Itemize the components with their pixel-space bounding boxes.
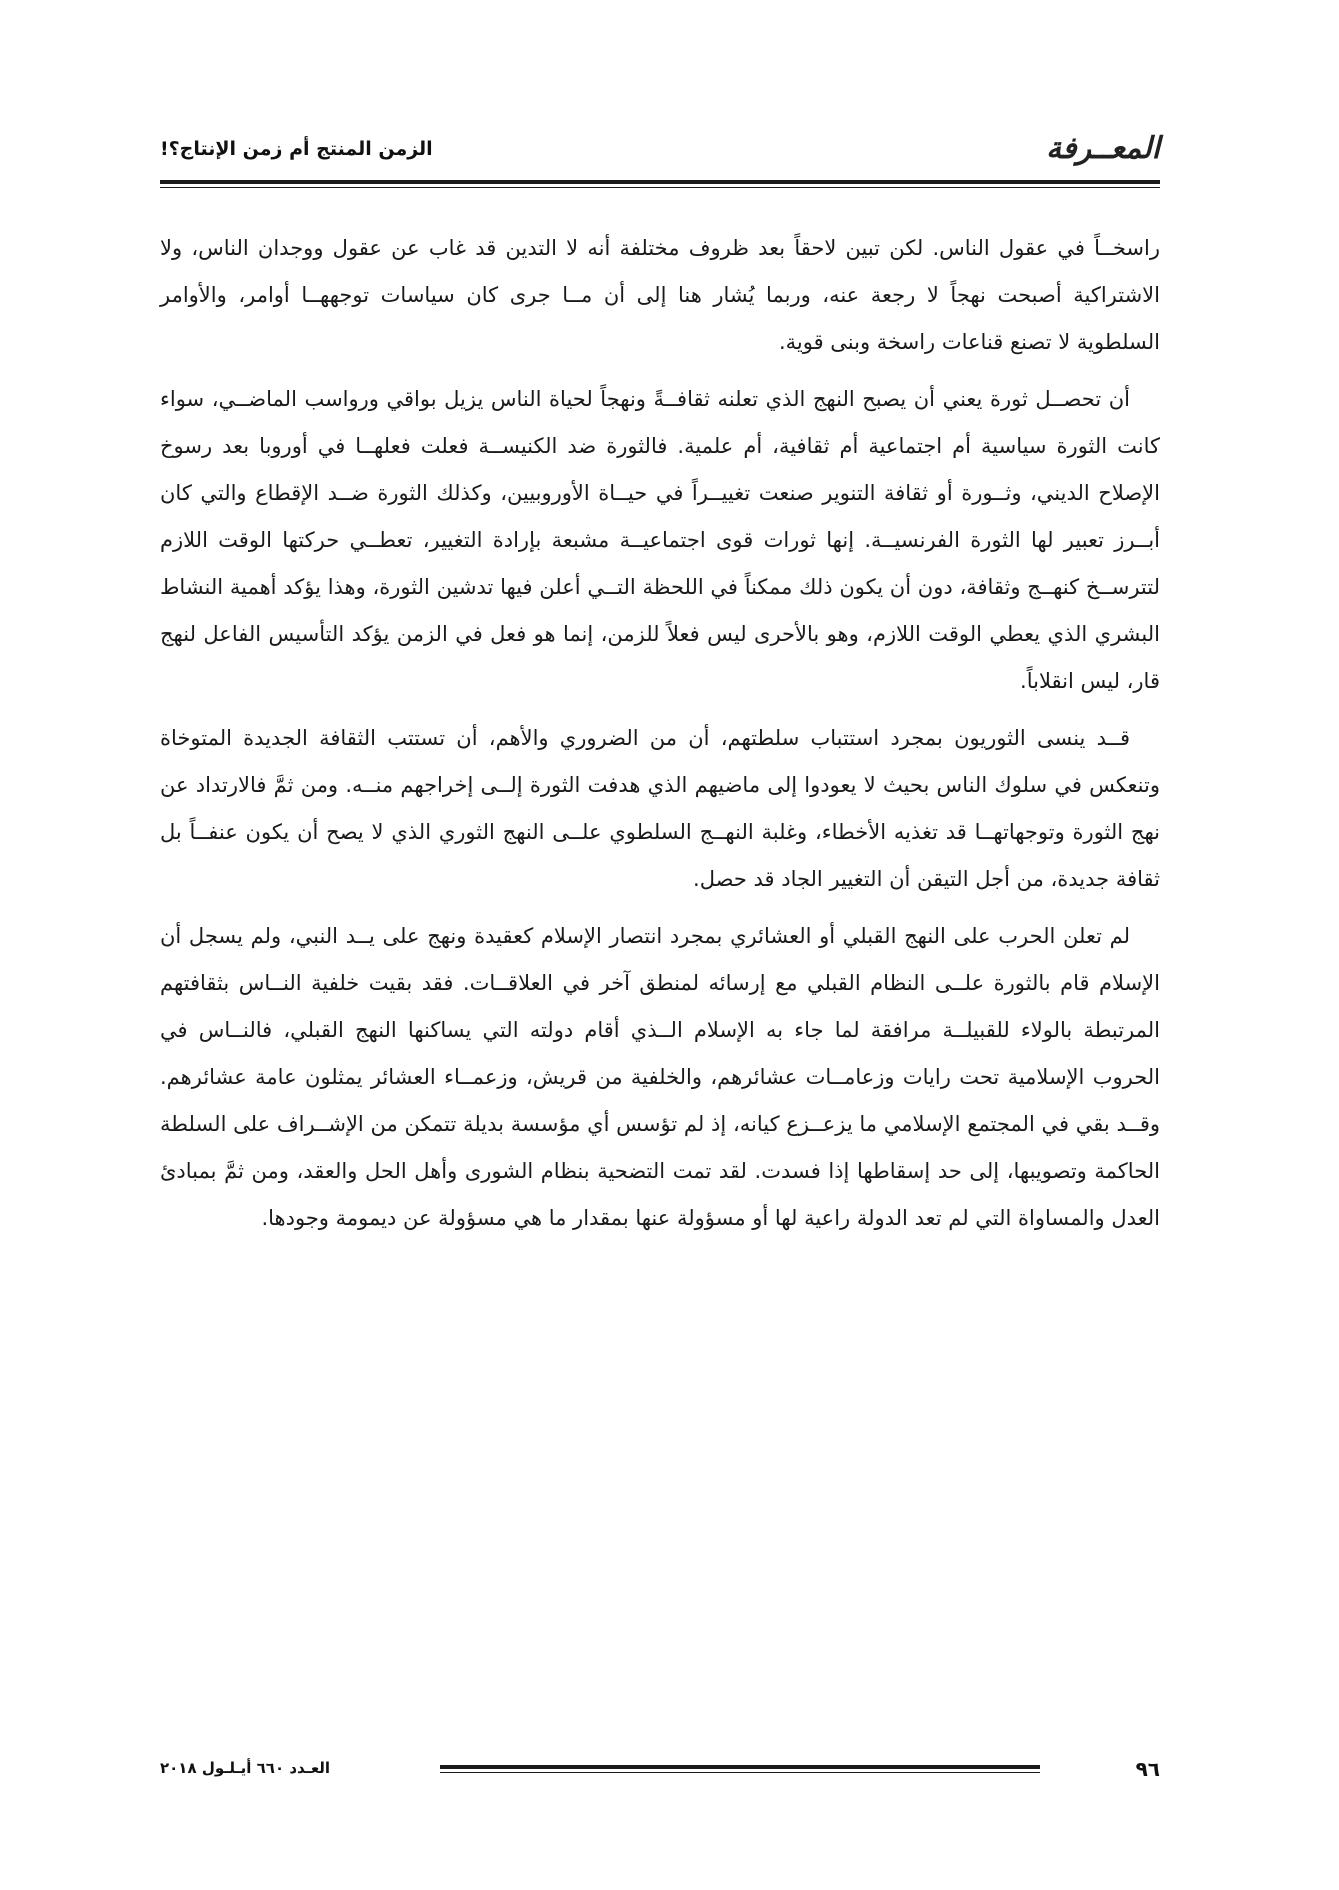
paragraph-2: أن تحصــل ثورة يعني أن يصبح النهج الذي تعلنه ثقافــةً ونهجاً لحياة الناس يزيل بواقي ورواسب الماضــي، سواء كانت الثورة سياسية أم اجتماعية أم ثقافية، أم علمية. فالثورة ضد الكنيســة فعلت فعلهــا في أوروبا بعد رسوخ الإصلاح الديني، وثــورة أو ثقافة التنوير صنعت تغييــراً في حيــاة الأوروبيين، وكذلك الثورة ضــد الإقطاع والتي كان أبــرز تعبير لها الثورة الفرنسيــة. إنها ثورات قوى اجتماعيــة مشبعة بإرادة التغيير، تعطــي حركتها الوقت اللازم لتترســخ كنهــج وثقافة، دون أن يكون ذلك ممكناً في اللحظة التــي أعلن فيها تدشين الثورة، وهذا يؤكد أهمية النشاط البشري الذي يعطي الوقت اللازم، وهو بالأحرى ليس فعلاً للزمن، إنما هو فعل في الزمن يؤكد التأسيس الفاعل لنهج قار، ليس انقلاباً. [160,387,1160,693]
issue-info: العـدد ٦٦٠ أيـلـول ٢٠١٨ [160,1759,331,1777]
page-number: ٩٦ [1135,1757,1160,1781]
magazine-logo: المعــرفة [1046,131,1160,166]
paragraph-1: راسخــاً في عقول الناس. لكن تبين لاحقاً بعد ظروف مختلفة أنه لا التدين قد غاب عن عقول ووجدان الناس، ولا الاشتراكية أصبحت نهجاً لا رجعة عنه، وربما يُشار هنا إلى أن مــا جرى كان سياسات توجههــا أوامر، والأوامر السلطوية لا تصنع قناعات راسخة وبنى قوية. [160,236,1160,354]
paragraph-3: قــد ينسى الثوريون بمجرد استتباب سلطتهم، أن من الضروري والأهم، أن تستتب الثقافة الجديدة المتوخاة وتنعكس في سلوك الناس بحيث لا يعودوا إلى ماضيهم الذي هدفت الثورة إلــى إخراجهم منــه. ومن ثمَّ فالارتداد عن نهج الثورة وتوجهاتهــا قد تغذيه الأخطاء، وغلبة النهــج السلطوي علــى النهج الثوري الذي لا يصح أن يكون عنفــاً بل ثقافة جديدة، من أجل التيقن أن التغيير الجاد قد حصل. [160,726,1160,891]
paragraph-4: لم تعلن الحرب على النهج القبلي أو العشائري بمجرد انتصار الإسلام كعقيدة ونهج على يــد النبي، ولم يسجل أن الإسلام قام بالثورة علــى النظام القبلي مع إرسائه لمنطق آخر في العلاقــات. فقد بقيت خلفية النــاس بثقافتهم المرتبطة بالولاء للقبيلــة مرافقة لما جاء به الإسلام الــذي أقام دولته التي يساكنها النهج القبلي، فالنــاس في الحروب الإسلامية تحت رايات وزعامــات عشائرهم، والخلفية من قريش، وزعمــاء العشائر يمثلون عامة عشائرهم. وقــد بقي في المجتمع الإسلامي ما يزعــزع كيانه، إذ لم تؤسس أي مؤسسة بديلة تتمكن من الإشــراف على السلطة الحاكمة وتصويبها، إلى حد إسقاطها إذا فسدت. لقد تمت التضحية بنظام الشورى وأهل الحل والعقد، ومن ثمَّ بمبادئ العدل والمساواة التي لم تعد الدولة راعية لها أو مسؤولة عنها بمقدار ما هي مسؤولة عن ديمومة وجودها. [160,924,1160,1230]
footer-divider-thick [440,1765,1040,1769]
page-footer [160,1755,1160,1795]
article-body [160,225,1160,1252]
footer-divider-thin [440,1772,1040,1773]
header-divider-thin [160,187,1160,188]
header-divider-thick [160,180,1160,184]
article-running-title: الزمن المنتج أم زمن الإنتاج؟! [160,138,433,160]
page-header [160,120,1160,180]
